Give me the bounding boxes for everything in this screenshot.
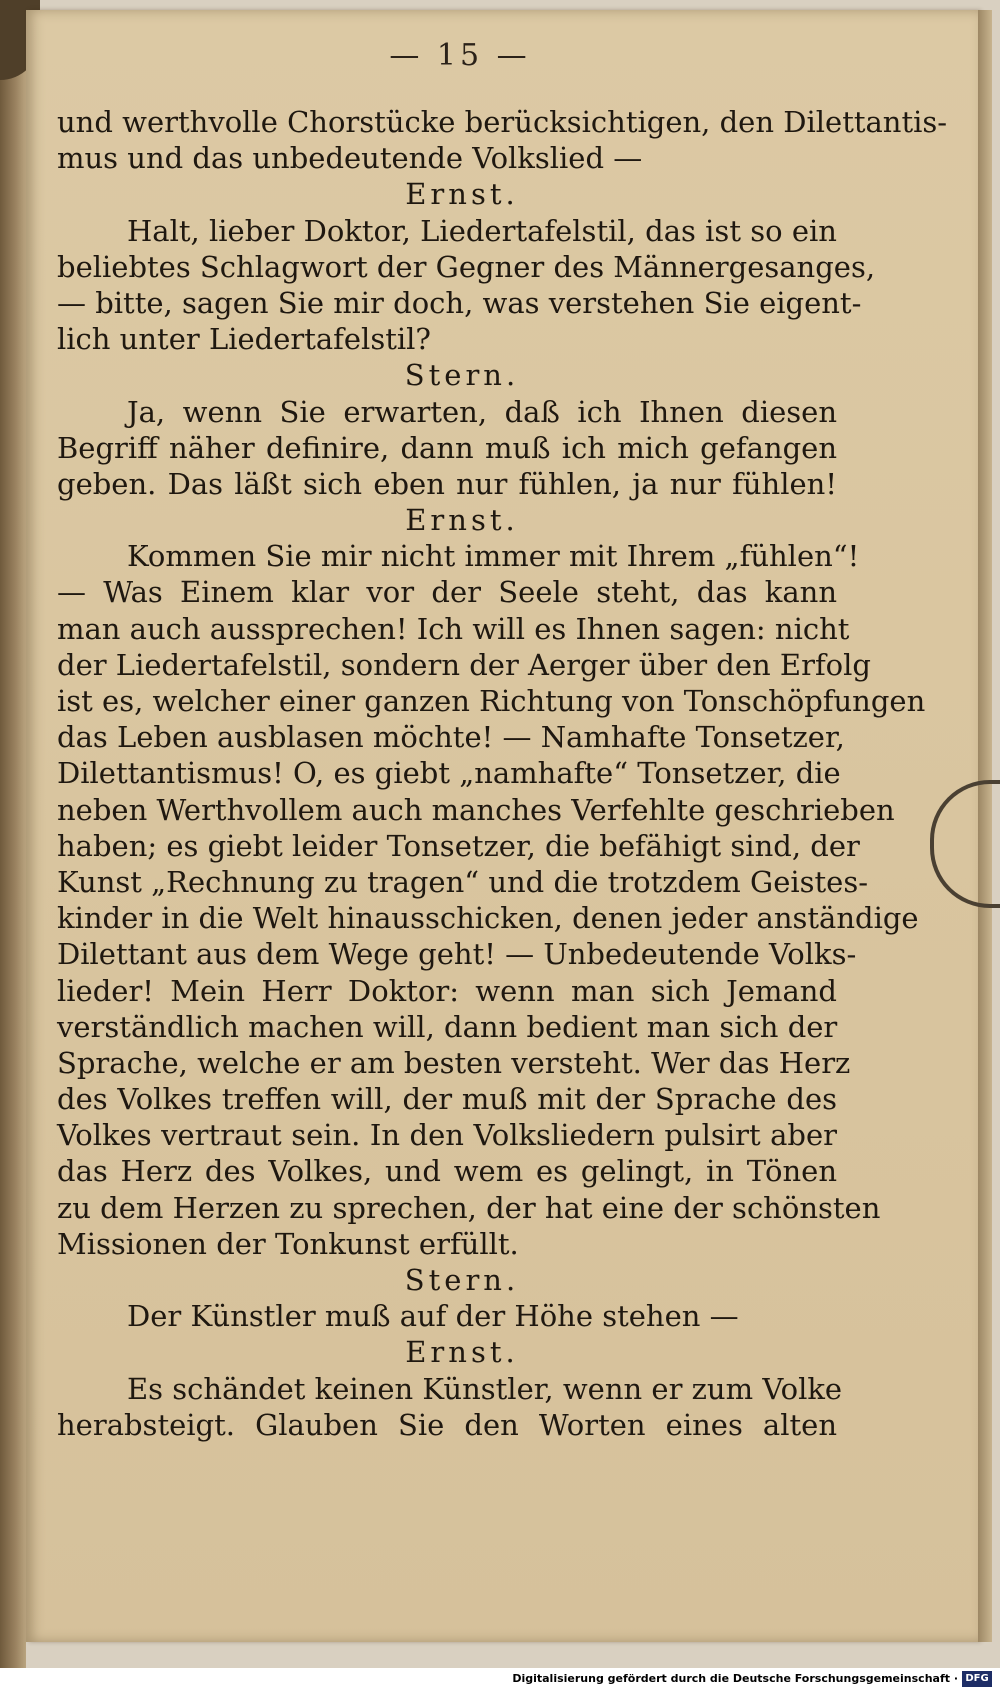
text-line: Der Künstler muß auf der Höhe stehen —: [127, 1299, 739, 1334]
text-line: Begriff näher definire, dann muß ich mich gefangen: [57, 430, 837, 465]
text-line: Es schändet keinen Künstler, wenn er zum Volke: [127, 1371, 843, 1406]
text-line: das Leben ausblasen möchte! — Namhafte Tonsetzer,: [57, 720, 845, 755]
text-line: geben. Das läßt sich eben nur fühlen, ja nur fühlen!: [57, 466, 837, 501]
text-line: kinder in die Welt hinausschicken, denen jeder anständige: [57, 901, 919, 936]
text-line: Missionen der Tonkunst erfüllt.: [57, 1226, 519, 1261]
footer-credit: Digitalisierung gefördert durch die Deutsche Forschungsgemeinschaft ·: [512, 1672, 958, 1685]
text-line: Dilettant aus dem Wege geht! — Unbedeutende Volks-: [57, 937, 857, 972]
text-line: zu dem Herzen zu sprechen, der hat eine der schönsten: [57, 1190, 881, 1225]
text-line: mus und das unbedeutende Volkslied —: [57, 141, 643, 176]
text-line: beliebtes Schlagwort der Gegner des Männergesanges,: [57, 249, 876, 284]
text-line: verständlich machen will, dann bedient man sich der: [57, 1009, 838, 1044]
speaker-name: Ernst.: [405, 177, 519, 212]
text-line: Ja, wenn Sie erwarten, daß ich Ihnen diesen: [127, 394, 837, 429]
text-line: Kommen Sie mir nicht immer mit Ihrem „fühlen“!: [127, 539, 860, 574]
text-line: Dilettantismus! O, es giebt „namhafte“ Tonsetzer, die: [57, 756, 841, 791]
text-line: ist es, welcher einer ganzen Richtung von Tonschöpfungen: [57, 684, 926, 718]
text-line: haben; es giebt leider Tonsetzer, die befähigt sind, der: [57, 828, 860, 863]
dfg-logo: DFG: [962, 1671, 992, 1687]
text-line: das Herz des Volkes, und wem es gelingt, in Tönen: [57, 1154, 837, 1189]
text-line: lich unter Liedertafelstil?: [57, 322, 431, 357]
text-line: herabsteigt. Glauben Sie den Worten eines alten: [57, 1407, 837, 1442]
digitization-footer: [0, 1668, 1000, 1692]
text-line: Sprache, welche er am besten versteht. Wer das Herz: [57, 1045, 851, 1080]
text-line: — bitte, sagen Sie mir doch, was verstehen Sie eigent-: [57, 285, 862, 320]
book-gutter: [0, 0, 26, 1692]
text-line: lieder! Mein Herr Doktor: wenn man sich Jemand: [57, 973, 837, 1008]
page-number: — 15 —: [389, 38, 531, 73]
text-line: Halt, lieber Doktor, Liedertafelstil, das ist so ein: [127, 213, 837, 248]
text-line: — Was Einem klar vor der Seele steht, das kann: [57, 575, 837, 610]
text-line: Kunst „Rechnung zu tragen“ und die trotzdem Geistes-: [57, 864, 869, 899]
body-text: [57, 104, 948, 1443]
text-line: der Liedertafelstil, sondern der Aerger über den Erfolg: [57, 647, 871, 682]
speaker-name: Stern.: [404, 358, 520, 393]
text-line: Volkes vertraut sein. In den Volksliedern pulsirt aber: [57, 1118, 837, 1153]
text-line: des Volkes treffen will, der muß mit der Sprache des: [57, 1082, 837, 1117]
speaker-name: Ernst.: [405, 503, 519, 538]
text-line: und werthvolle Chorstücke berücksichtigen, den Dilettantis-: [57, 105, 948, 139]
speaker-name: Stern.: [404, 1263, 520, 1297]
text-line: neben Werthvollem auch manches Verfehlte geschrieben: [57, 792, 895, 827]
text-line: man auch aussprechen! Ich will es Ihnen sagen: nicht: [57, 611, 850, 646]
speaker-name: Ernst.: [405, 1335, 519, 1370]
